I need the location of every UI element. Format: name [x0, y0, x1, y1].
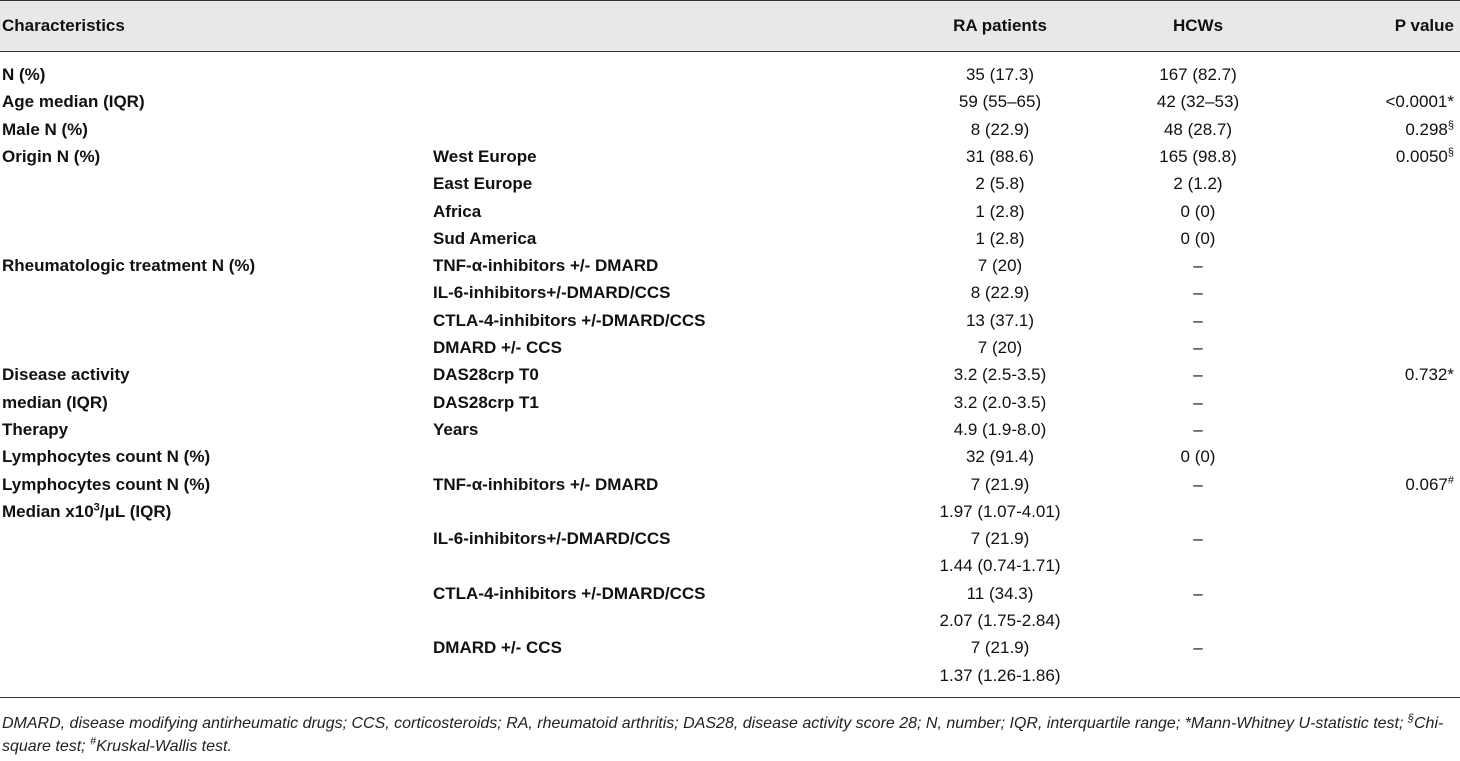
row-ra-value: 1.44 (0.74-1.71): [939, 556, 1061, 575]
row-sublabel: East Europe: [433, 174, 533, 193]
row-ra-value: 7 (20): [977, 256, 1023, 275]
row-hcw-value: –: [1193, 420, 1203, 439]
footnote-text-3: Kruskal-Wallis test.: [96, 738, 232, 755]
row-hcw-value: –: [1193, 584, 1203, 603]
row-p-value: [1385, 92, 1454, 112]
row-label: [2, 65, 45, 85]
row-hcw-value: 165 (98.8): [1159, 147, 1237, 166]
row-ra-value: 1.37 (1.26-1.86): [939, 666, 1061, 685]
row-sublabel: CTLA-4-inhibitors +/-DMARD/CCS: [433, 584, 706, 603]
row-hcw-value: 167 (82.7): [1159, 65, 1237, 84]
footnote-sup-section: §: [1407, 712, 1414, 725]
header-characteristics: Characteristics: [2, 16, 125, 35]
row-label-text: N (%): [2, 65, 46, 84]
row-hcw-value: –: [1193, 529, 1203, 548]
row-hcw-value: 0 (0): [1180, 447, 1216, 466]
row-ra-value: 1.97 (1.07-4.01): [939, 502, 1061, 521]
header-hcws: HCWs: [1172, 16, 1224, 35]
row-sublabel: TNF-α-inhibitors +/- DMARD: [433, 256, 659, 275]
row-ra-value: 1 (2.8): [975, 229, 1025, 248]
row-hcw-value: –: [1193, 338, 1203, 357]
header-rule: [0, 51, 1460, 52]
row-sublabel: DAS28crp T0: [433, 365, 539, 384]
row-ra-value: 13 (37.1): [965, 311, 1035, 330]
row-label: [2, 120, 88, 140]
row-hcw-value: –: [1193, 365, 1203, 384]
row-p-value-sup: §: [1447, 146, 1454, 159]
row-hcw-value: 48 (28.7): [1163, 120, 1233, 139]
footnote-text-1: DMARD, disease modifying antirheumatic drugs; CCS, corticosteroids; RA, rheumatoid arthritis; DAS28, disease activity score 28; N, number; IQR, interquartile range; *Mann-Whitney U-statistic test;: [2, 715, 1408, 732]
row-label: [2, 447, 210, 467]
row-p-value-sup: #: [1447, 474, 1454, 487]
row-sublabel: Africa: [433, 202, 482, 221]
row-sublabel: DMARD +/- CCS: [433, 338, 562, 357]
row-sublabel: DAS28crp T1: [433, 393, 539, 412]
row-sublabel: Sud America: [433, 229, 537, 248]
row-ra-value: 3.2 (2.0-3.5): [953, 393, 1047, 412]
row-p-value-text: 0.0050: [1395, 147, 1448, 166]
row-sublabel: TNF-α-inhibitors +/- DMARD: [433, 475, 659, 494]
row-sublabel: CTLA-4-inhibitors +/-DMARD/CCS: [433, 311, 706, 330]
row-sublabel: West Europe: [433, 147, 537, 166]
row-p-value-text: 0.732*: [1404, 365, 1454, 384]
footnote-sup-hash: #: [90, 735, 97, 748]
row-ra-value: 7 (21.9): [970, 529, 1030, 548]
table-footnote: [2, 712, 1452, 758]
row-sublabel: DMARD +/- CCS: [433, 638, 562, 657]
row-ra-value: 8 (22.9): [970, 120, 1030, 139]
row-ra-value: 7 (20): [977, 338, 1023, 357]
row-label-text: Therapy: [2, 420, 69, 439]
row-label: [2, 92, 145, 112]
row-label: [2, 256, 255, 276]
row-label-sup: 3: [93, 501, 100, 514]
row-ra-value: 4.9 (1.9-8.0): [953, 420, 1047, 439]
row-hcw-value: –: [1193, 475, 1203, 494]
row-label-text: Lymphocytes count N (%): [2, 475, 211, 494]
row-p-value: [1405, 120, 1454, 140]
row-hcw-value: –: [1193, 393, 1203, 412]
bottom-rule: [0, 697, 1460, 698]
row-label-text: Male N (%): [2, 120, 88, 139]
row-ra-value: 31 (88.6): [965, 147, 1035, 166]
row-ra-value: 2 (5.8): [975, 174, 1025, 193]
row-ra-value: 2.07 (1.75-2.84): [939, 611, 1061, 630]
row-ra-value: 35 (17.3): [965, 65, 1035, 84]
top-rule: [0, 0, 1460, 1]
row-label-text: Lymphocytes count N (%): [2, 447, 211, 466]
row-sublabel: IL-6-inhibitors+/-DMARD/CCS: [433, 283, 671, 302]
row-label-text: Median x10: [2, 502, 94, 521]
row-label: [2, 502, 171, 522]
row-label: [2, 475, 210, 495]
row-label-text: Origin N (%): [2, 147, 101, 166]
row-hcw-value: –: [1193, 283, 1203, 302]
row-ra-value: 7 (21.9): [970, 475, 1030, 494]
row-p-value: [1396, 147, 1454, 167]
row-hcw-value: 0 (0): [1180, 202, 1216, 221]
row-label-text: median (IQR): [2, 393, 108, 412]
row-label: [2, 365, 130, 385]
row-label: [2, 393, 108, 413]
row-hcw-value: 0 (0): [1180, 229, 1216, 248]
row-p-value-text: 0.298: [1405, 120, 1448, 139]
row-label: [2, 420, 68, 440]
row-hcw-value: 2 (1.2): [1173, 174, 1223, 193]
row-p-value: [1405, 475, 1454, 495]
row-ra-value: 32 (91.4): [965, 447, 1035, 466]
row-label-tail: /μL (IQR): [99, 502, 172, 521]
row-p-value: [1405, 365, 1454, 385]
row-p-value-text: 0.067: [1405, 475, 1448, 494]
row-ra-value: 1 (2.8): [975, 202, 1025, 221]
row-label-text: Rheumatologic treatment N (%): [2, 256, 256, 275]
row-label-text: Age median (IQR): [2, 92, 145, 111]
header-p-value: P value: [1394, 16, 1454, 35]
row-p-value-sup: §: [1447, 119, 1454, 132]
row-hcw-value: 42 (32–53): [1156, 92, 1240, 111]
row-ra-value: 11 (34.3): [966, 584, 1034, 603]
row-ra-value: 8 (22.9): [970, 283, 1030, 302]
row-label: [2, 147, 100, 167]
row-ra-value: 3.2 (2.5-3.5): [953, 365, 1047, 384]
header-ra-patients: RA patients: [953, 16, 1047, 35]
row-ra-value: 7 (21.9): [970, 638, 1030, 657]
footnote-text-2: Chi-square test;: [2, 715, 1444, 755]
row-label-text: Disease activity: [2, 365, 130, 384]
row-sublabel: Years: [433, 420, 479, 439]
row-ra-value: 59 (55–65): [958, 92, 1042, 111]
row-hcw-value: –: [1193, 311, 1203, 330]
row-hcw-value: –: [1193, 256, 1203, 275]
row-hcw-value: –: [1193, 638, 1203, 657]
row-sublabel: IL-6-inhibitors+/-DMARD/CCS: [433, 529, 671, 548]
row-p-value-text: <0.0001*: [1385, 92, 1454, 111]
